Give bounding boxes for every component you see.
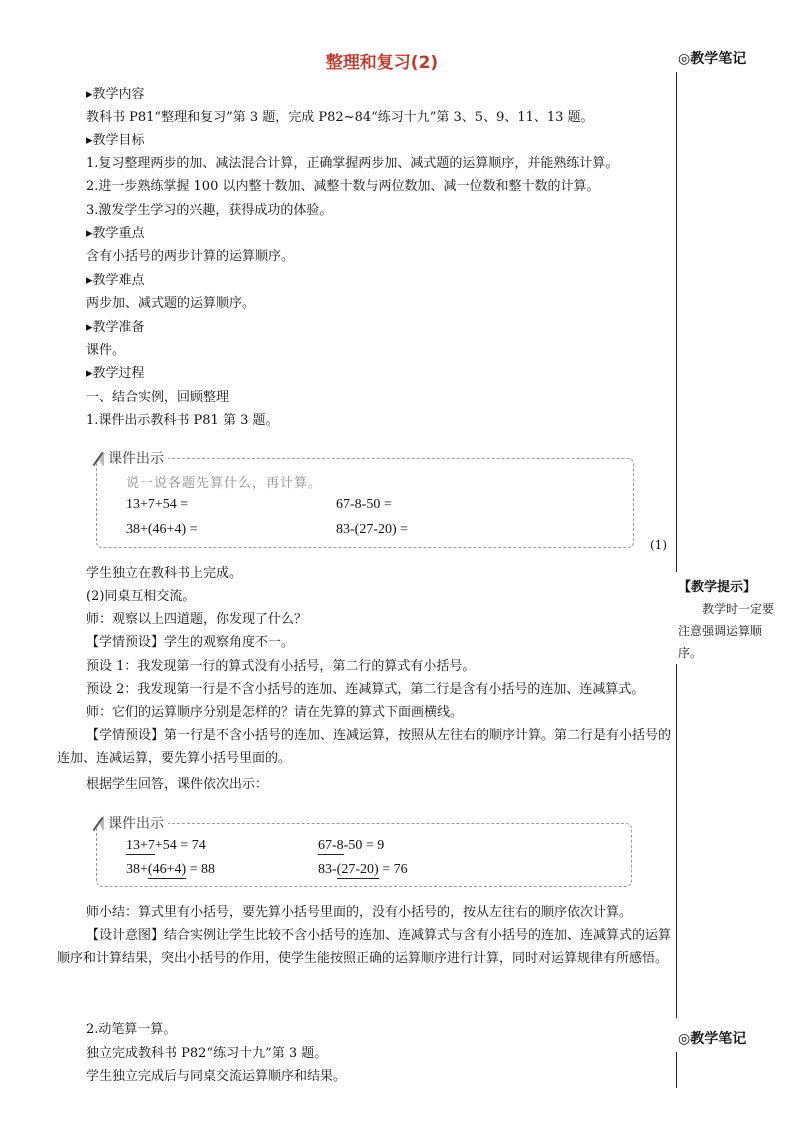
text-line: 预设 2：我发现第一行是不含小括号的连加、连减算式，第二行是含有小括号的连加、连减算式。	[86, 682, 645, 697]
side-notes-heading: ◎教学笔记	[678, 1031, 747, 1047]
text-line: 独立完成教科书 P82“练习十九”第 3 题。	[86, 1046, 328, 1061]
heading-objectives: ▸教学目标	[86, 133, 145, 148]
text-line: 【学情预设】学生的观察角度不一。	[86, 635, 295, 650]
underlined-part: (46+4)	[147, 862, 187, 877]
learning-preset-paragraph: 【学情预设】第一行是不含小括号的连加、连减运算，按照从左往右的顺序计算。第二行是有小括号的连加、连减运算，要先算小括号里面的。	[57, 728, 672, 766]
courseware-hint: 说一说各题先算什么，再计算。	[126, 476, 323, 491]
teacher-summary: 师小结：算式里有小括号，要先算小括号里面的，没有小括号的，按从左往右的顺序依次计算。	[86, 905, 633, 920]
equation: 13+7+54 =	[126, 497, 189, 512]
equation-rest: = 88	[186, 862, 216, 877]
equation: 67-8-50 =	[336, 497, 392, 512]
design-intent-paragraph: 【设计意图】结合实例让学生比较不含小括号的连加、连减算式与含有小括号的连加、连减算式的运算顺序和计算结果，突出小括号的作用，使学生能按照正确的运算顺序进行计算，同时对运算规律有所感悟。	[57, 928, 672, 966]
text-line: (2)同桌互相交流。	[86, 589, 196, 604]
underlined-part: (27-20)	[336, 862, 379, 877]
equation-rest: = 76	[378, 862, 408, 877]
text-line: 两步加、减式题的运算顺序。	[86, 296, 256, 311]
page-title: 整理和复习(2)	[325, 53, 439, 73]
teaching-tip-text: 教学时一定要注意强调运算顺序。	[678, 602, 775, 660]
side-notes-heading: ◎教学笔记	[678, 51, 747, 67]
answer-equation	[126, 838, 206, 854]
text-line: 教科书 P81“整理和复习”第 3 题，完成 P82~84“练习十九”第 3、5、9、11、13 题。	[86, 110, 594, 125]
underlined-part: 13+7	[126, 838, 155, 853]
answer-equation	[318, 862, 408, 878]
underlined-part: 67-8	[318, 838, 344, 853]
text-line: 师：它们的运算顺序分别是怎样的？请在先算的算式下面画横线。	[86, 705, 464, 720]
text-line: 2.进一步熟练掌握 100 以内整十数加、减整十数与两位数加、减一位数和整十数的计算。	[86, 179, 600, 194]
text-line: 一、结合实例，回顾整理	[86, 390, 230, 405]
heading-content: ▸教学内容	[86, 87, 145, 102]
answer-equation	[126, 862, 215, 878]
text-line: 1.复习整理两步的加、减法混合计算，正确掌握两步加、减式题的运算顺序，并能熟练计算。	[86, 156, 619, 171]
text-line: 含有小括号的两步计算的运算顺序。	[86, 249, 295, 264]
courseware-tag: 课件出示	[104, 813, 168, 833]
courseware-tag: 课件出示	[104, 448, 168, 468]
text-line: 课件。	[86, 343, 126, 358]
equation: 38+(46+4) =	[126, 522, 198, 537]
text-line: 学生独立在教科书上完成。	[86, 566, 243, 581]
heading-process: ▸教学过程	[86, 366, 145, 381]
teaching-tip-heading: 【教学提示】	[678, 580, 757, 595]
text-line: 学生独立完成后与同桌交流运算顺序和结果。	[86, 1069, 347, 1084]
answer-equation	[318, 838, 384, 854]
text-line: 3.激发学生学习的兴趣，获得成功的体验。	[86, 203, 333, 218]
side-divider	[676, 1052, 677, 1088]
equation-prefix: 83-	[318, 862, 337, 877]
text-line: 1.课件出示教科书 P81 第 3 题。	[86, 413, 279, 428]
equation: 83-(27-20) =	[336, 522, 409, 537]
heading-preparation: ▸教学准备	[86, 320, 145, 335]
equation-rest: +54 = 74	[154, 838, 206, 853]
text-line: 师：观察以上四道题，你发现了什么？	[86, 612, 308, 627]
text-line: 2.动笔算一算。	[86, 1022, 177, 1037]
equation-rest: -50 = 9	[343, 838, 385, 853]
side-divider	[676, 664, 677, 1018]
heading-key-points: ▸教学重点	[86, 226, 145, 241]
side-divider	[676, 72, 677, 572]
item-marker: (1)	[650, 538, 667, 552]
text-line: 根据学生回答，课件依次出示：	[86, 777, 269, 792]
equation-prefix: 38+	[126, 862, 148, 877]
text-line: 预设 1：我发现第一行的算式没有小括号，第二行的算式有小括号。	[86, 659, 476, 674]
heading-difficulties: ▸教学难点	[86, 273, 145, 288]
